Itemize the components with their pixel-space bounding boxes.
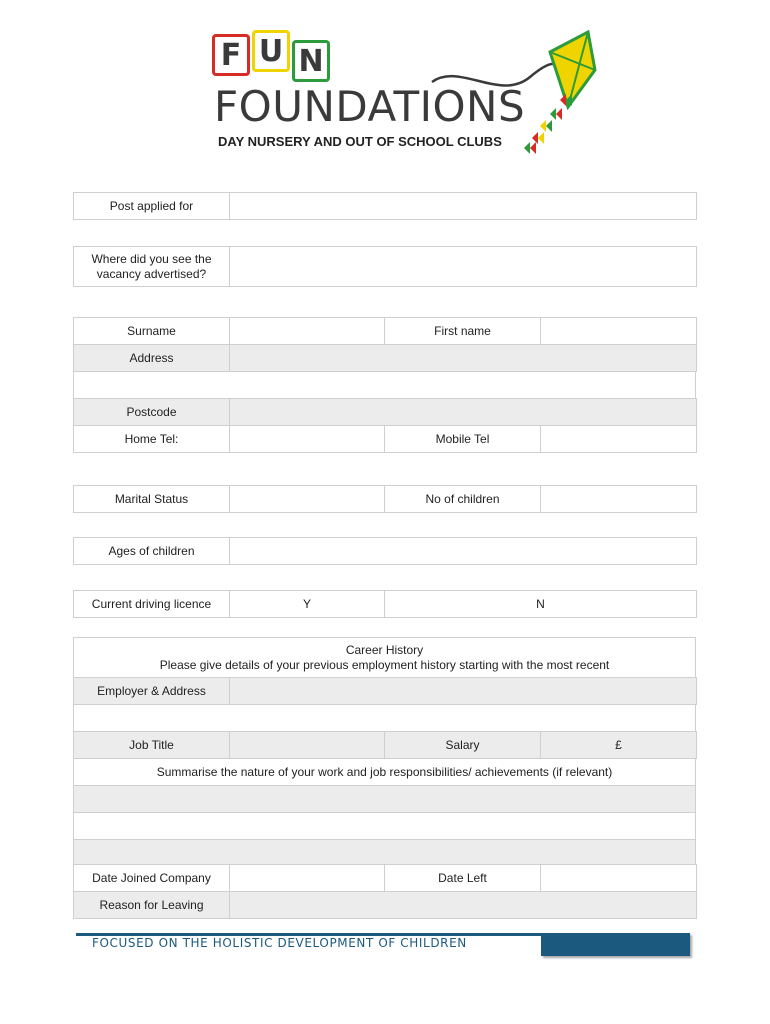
summary-line-3-field[interactable] xyxy=(73,839,696,865)
licence-row xyxy=(73,590,696,617)
logo-subtitle: DAY NURSERY AND OUT OF SCHOOL CLUBS xyxy=(218,134,502,149)
post-applied-label: Post applied for xyxy=(73,192,230,220)
fun-foundations-logo xyxy=(200,22,620,162)
employer-address-field[interactable] xyxy=(229,677,697,705)
surname-label: Surname xyxy=(73,317,230,345)
licence-no-option[interactable]: N xyxy=(384,590,697,618)
date-left-label: Date Left xyxy=(384,864,541,892)
summary-line-1-row xyxy=(73,785,696,812)
career-heading xyxy=(73,637,696,678)
salary-field[interactable]: £ xyxy=(540,731,697,759)
advertised-field[interactable] xyxy=(229,246,697,287)
marital-status-label: Marital Status xyxy=(73,485,230,513)
first-name-field[interactable] xyxy=(540,317,697,345)
home-tel-field[interactable] xyxy=(229,425,385,453)
driving-licence-label: Current driving licence xyxy=(73,590,230,618)
summary-line-2-row xyxy=(73,812,696,839)
job-title-row xyxy=(73,731,696,758)
salary-label: Salary xyxy=(384,731,541,759)
address-line-2-field[interactable] xyxy=(73,371,696,399)
letter-block-n: N xyxy=(292,40,330,82)
address-row xyxy=(73,344,696,371)
marital-status-field[interactable] xyxy=(229,485,385,513)
name-row xyxy=(73,317,696,344)
logo-wordmark: FOUNDATIONS xyxy=(214,82,526,131)
footer-accent-block xyxy=(541,933,690,956)
date-left-field[interactable] xyxy=(540,864,697,892)
mobile-tel-label: Mobile Tel xyxy=(384,425,541,453)
postcode-field[interactable] xyxy=(229,398,697,426)
ages-of-children-field[interactable] xyxy=(229,537,697,565)
mobile-tel-field[interactable] xyxy=(540,425,697,453)
marital-row xyxy=(73,485,696,512)
job-title-label: Job Title xyxy=(73,731,230,759)
employer-continued-row xyxy=(73,704,696,731)
letter-block-f: F xyxy=(212,34,250,76)
summary-instruction: Summarise the nature of your work and job responsibilities/ achievements (if relevant) xyxy=(73,758,696,786)
job-title-field[interactable] xyxy=(229,731,385,759)
footer-tagline: FOCUSED ON THE HOLISTIC DEVELOPMENT OF CHILDREN xyxy=(92,936,467,950)
first-name-label: First name xyxy=(384,317,541,345)
no-of-children-field[interactable] xyxy=(540,485,697,513)
reason-row xyxy=(73,891,696,918)
home-tel-label: Home Tel: xyxy=(73,425,230,453)
summary-line-2-field[interactable] xyxy=(73,812,696,840)
summary-heading-row xyxy=(73,758,696,785)
address-continued-row xyxy=(73,371,696,398)
no-of-children-label: No of children xyxy=(384,485,541,513)
career-instruction: Please give details of your previous employment history starting with the most recent xyxy=(159,657,610,672)
address-label: Address xyxy=(73,344,230,372)
licence-yes-option[interactable]: Y xyxy=(229,590,385,618)
post-applied-row xyxy=(73,192,696,219)
letter-block-u: U xyxy=(252,30,290,72)
employer-address-line-2-field[interactable] xyxy=(73,704,696,732)
summary-line-1-field[interactable] xyxy=(73,785,696,813)
reason-leaving-label: Reason for Leaving xyxy=(73,891,230,919)
date-joined-field[interactable] xyxy=(229,864,385,892)
surname-field[interactable] xyxy=(229,317,385,345)
reason-leaving-field[interactable] xyxy=(229,891,697,919)
post-applied-field[interactable] xyxy=(229,192,697,220)
career-heading-row xyxy=(73,637,696,677)
postcode-label: Postcode xyxy=(73,398,230,426)
career-title: Career History xyxy=(345,642,424,657)
advertised-label: Where did you see the vacancy advertised? xyxy=(73,246,230,287)
ages-row xyxy=(73,537,696,564)
dates-row xyxy=(73,864,696,891)
date-joined-label: Date Joined Company xyxy=(73,864,230,892)
phone-row xyxy=(73,425,696,452)
employer-address-label: Employer & Address xyxy=(73,677,230,705)
advertised-row xyxy=(73,246,696,286)
address-field[interactable] xyxy=(229,344,697,372)
postcode-row xyxy=(73,398,696,425)
summary-line-3-row xyxy=(73,839,696,864)
employer-row xyxy=(73,677,696,704)
ages-of-children-label: Ages of children xyxy=(73,537,230,565)
